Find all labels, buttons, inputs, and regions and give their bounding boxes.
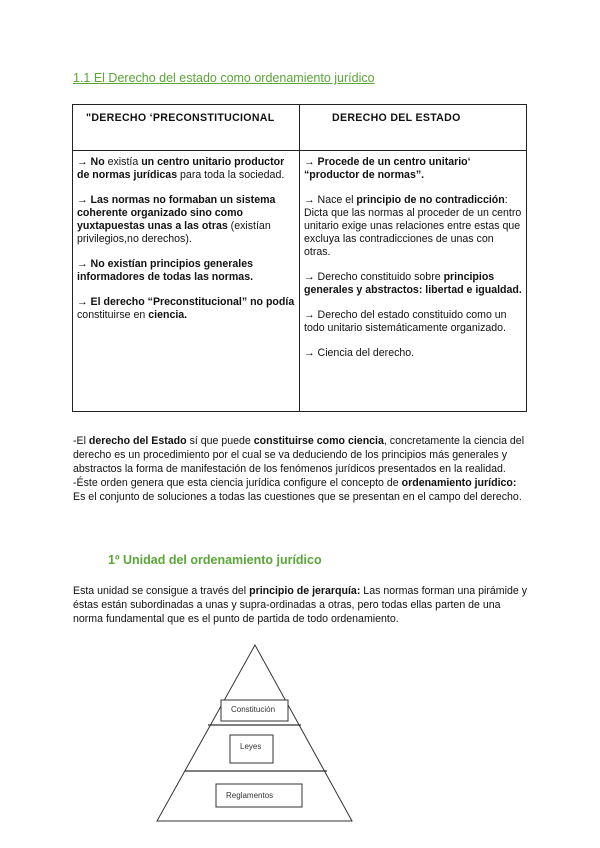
level-label-leyes: Leyes bbox=[240, 742, 262, 751]
text: → bbox=[77, 258, 91, 270]
level-label-reglamentos: Reglamentos bbox=[226, 791, 274, 800]
text: → bbox=[304, 156, 318, 168]
text: Es el conjunto de soluciones a todas las cuestiones que se presentan en el campo del derecho. bbox=[73, 491, 522, 503]
text: → bbox=[77, 194, 91, 206]
subheading: 1º Unidad del ordenamiento jurídico bbox=[108, 553, 322, 567]
header-derecho-estado: DERECHO DEL ESTADO bbox=[300, 105, 527, 151]
text: → bbox=[77, 156, 91, 168]
section-heading: 1.1 El Derecho del estado como ordenamiento jurídico bbox=[73, 71, 375, 85]
text: → Ciencia del derecho. bbox=[304, 347, 415, 359]
bold-text: Las normas no formaban un sistema coherente organizado sino como yuxtapuestas unas a las otras bbox=[77, 194, 276, 232]
bold-text: principios generales y abstractos: libertad e igualdad. bbox=[304, 271, 522, 296]
level-label-constitucion: Constitución bbox=[231, 705, 276, 714]
text: → Derecho constituido sobre bbox=[304, 271, 444, 283]
text: → Nace el bbox=[304, 194, 357, 206]
bold-text: ordenamiento jurídico: bbox=[401, 477, 517, 489]
text: constituirse en bbox=[77, 309, 149, 321]
bold-text: constituirse como ciencia bbox=[253, 435, 384, 447]
bold-text: Procede de un centro unitario‘ “productor de normas”. bbox=[304, 156, 471, 181]
text: -Éste orden genera que esta ciencia jurídica configure el concepto de bbox=[73, 477, 402, 489]
text: existía bbox=[104, 156, 142, 168]
text: para toda la sociedad. bbox=[177, 169, 285, 181]
text: , concretamente la ciencia del derecho es un procedimiento por el cual se va deduciendo de los principios más generales y abstractos la forma de manifestación de los fenómenos jurídicos presentados en la realidad. bbox=[73, 435, 525, 475]
text: -El bbox=[73, 435, 89, 447]
header-preconstitucional: "DERECHO ‘PRECONSTITUCIONAL bbox=[73, 105, 300, 151]
text: Las normas forman una pirámide y éstas están subordinadas a unas y supra-ordinadas a otras, pero todas ellas parten de una norma fundamental que es el punto de partida de todo ordenamiento. bbox=[73, 585, 527, 625]
bold-text: El derecho “Preconstitucional” no podía bbox=[90, 296, 295, 308]
bold-text: No existían principios generales informadores de todas las normas. bbox=[77, 258, 254, 283]
text: → Derecho del estado constituido como un todo unitario sistemáticamente organizado. bbox=[304, 309, 507, 334]
text: → bbox=[77, 296, 91, 308]
bold-text: principio de no contradicción bbox=[356, 194, 505, 206]
bold-text: un centro unitario productor de normas jurídicas bbox=[77, 156, 285, 181]
bold-text: derecho del Estado bbox=[88, 435, 187, 447]
text: Esta unidad se consigue a través del bbox=[73, 585, 250, 597]
bold-text: ciencia. bbox=[148, 309, 188, 321]
text: (existían privilegios,no derechos). bbox=[77, 220, 271, 245]
text: sí que puede bbox=[186, 435, 254, 447]
bold-text: principio de jerarquía: bbox=[249, 585, 361, 597]
text: : Dicta que las normas al proceder de un centro unitario exige unas relaciones entre estas que excluya las contradicciones de unas con otras. bbox=[304, 194, 522, 258]
bold-text: No bbox=[90, 156, 105, 168]
